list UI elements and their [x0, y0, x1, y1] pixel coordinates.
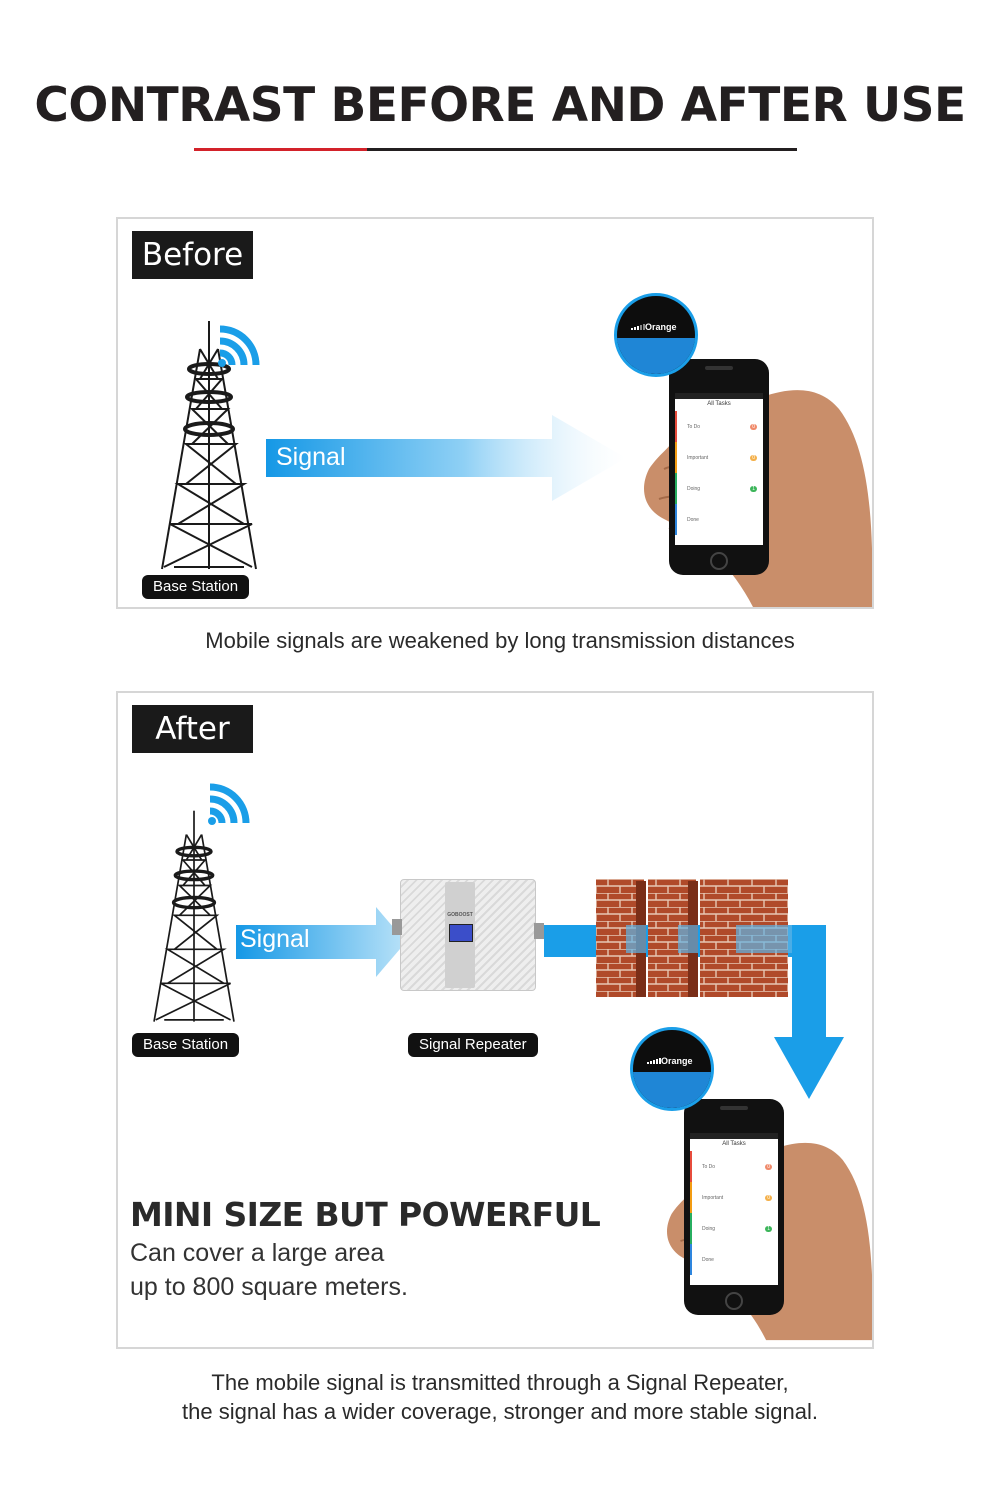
feature-headline: MINI SIZE BUT POWERFUL	[130, 1195, 601, 1234]
list-item[interactable]: Done	[675, 504, 763, 535]
antenna-connector-left	[392, 919, 402, 935]
before-tag: Before	[132, 231, 253, 279]
down-arrow-icon	[774, 1037, 844, 1099]
signal-beam-down	[792, 925, 826, 1041]
list-item[interactable]: Important 0	[675, 442, 763, 473]
cell-tower-icon	[144, 809, 244, 1025]
phone-screen-title: All Tasks	[722, 1141, 746, 1147]
phone-screen	[675, 393, 763, 545]
list-item[interactable]: Doing 1	[690, 1213, 778, 1244]
title-underline-accent	[194, 148, 367, 151]
phone-screen-title: All Tasks	[707, 401, 731, 407]
signal-arrow-label: Signal	[276, 443, 346, 471]
repeater-brand: GOBOOST	[447, 912, 473, 918]
home-button[interactable]	[710, 552, 728, 570]
phone	[684, 1099, 784, 1315]
signal-repeater-label: Signal Repeater	[408, 1033, 538, 1057]
before-panel	[116, 217, 874, 609]
signal-repeater-device	[400, 879, 536, 991]
signal-bars-icon	[631, 324, 645, 330]
list-item[interactable]: Important 0	[690, 1182, 778, 1213]
feature-subline-2: up to 800 square meters.	[130, 1273, 408, 1301]
signal-arrow-label: Signal	[240, 925, 310, 953]
phone	[669, 359, 769, 575]
page-title: CONTRAST BEFORE AND AFTER USE	[34, 78, 966, 133]
wifi-signal-icon	[206, 779, 254, 827]
list-item[interactable]: Doing 1	[675, 473, 763, 504]
feature-subline-1: Can cover a large area	[130, 1239, 385, 1267]
antenna-connector-right	[534, 923, 544, 939]
wifi-signal-icon	[216, 321, 264, 369]
base-station-label: Base Station	[132, 1033, 239, 1057]
task-list	[675, 411, 763, 535]
carrier-name: Orange	[661, 1056, 693, 1066]
after-caption-line-2: the signal has a wider coverage, stronger and more stable signal.	[182, 1399, 818, 1424]
phone-screen	[690, 1133, 778, 1285]
after-tag: After	[132, 705, 253, 753]
after-panel	[116, 691, 874, 1349]
carrier-magnifier	[630, 1027, 714, 1111]
list-item[interactable]: To Do 0	[675, 411, 763, 442]
after-caption-line-1: The mobile signal is transmitted through a Signal Repeater,	[211, 1370, 789, 1395]
list-item[interactable]: Done	[690, 1244, 778, 1275]
before-caption: Mobile signals are weakened by long transmission distances	[205, 628, 795, 653]
task-list	[690, 1151, 778, 1275]
title-underline	[367, 148, 797, 151]
home-button[interactable]	[725, 1292, 743, 1310]
carrier-name: Orange	[645, 322, 677, 332]
base-station-label: Base Station	[142, 575, 249, 599]
carrier-magnifier	[614, 293, 698, 377]
signal-bars-icon	[647, 1058, 661, 1064]
brick-wall-icon	[596, 879, 792, 997]
list-item[interactable]: To Do 0	[690, 1151, 778, 1182]
repeater-screen	[449, 924, 473, 942]
